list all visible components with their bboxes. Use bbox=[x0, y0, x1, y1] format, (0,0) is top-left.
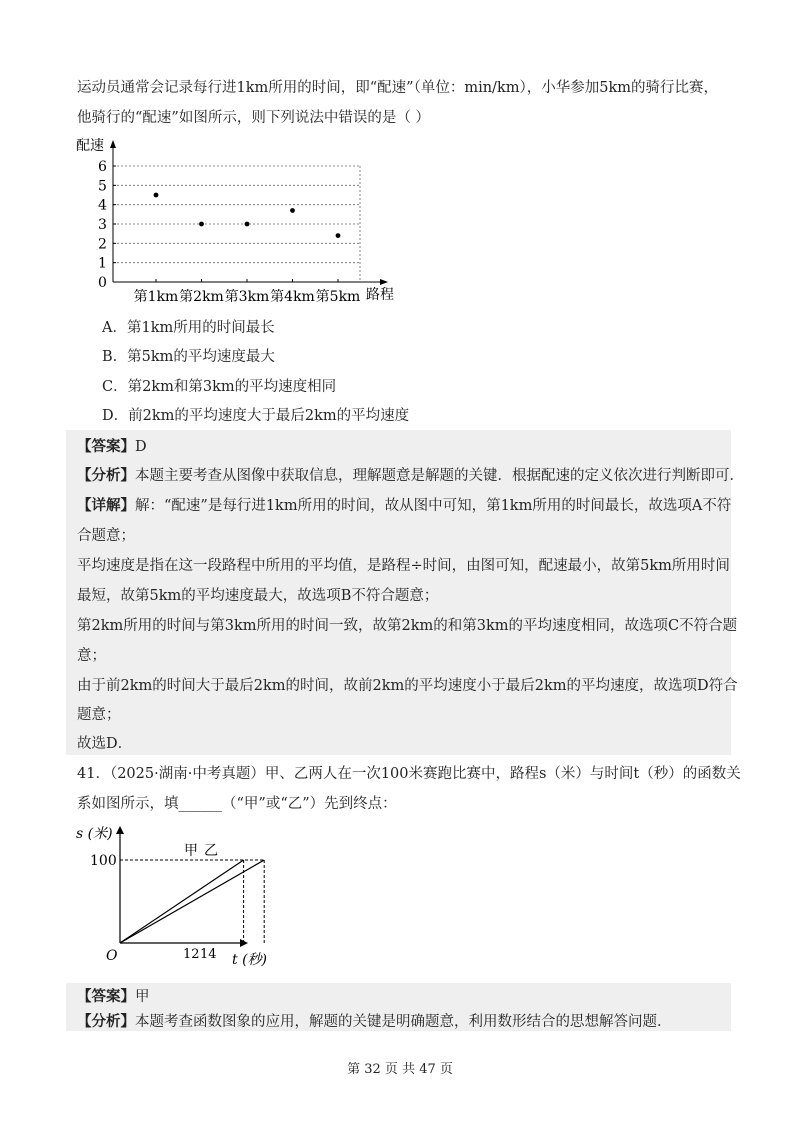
option-d: D．前2km的平均速度大于最后2km的平均速度 bbox=[102, 408, 410, 424]
answer-41 bbox=[77, 987, 150, 1007]
detail-40-line7: 由于前2km的时间大于最后2km的时间，故前2km的平均速度小于最后2km的平均速度，故选项D符合 bbox=[77, 678, 738, 694]
race-chart bbox=[70, 822, 290, 972]
pace-x-axis-label: 路程 bbox=[366, 287, 394, 303]
option-b: B．第5km的平均速度最大 bbox=[102, 349, 275, 365]
data-point bbox=[245, 222, 250, 227]
data-point bbox=[199, 222, 204, 227]
pace-chart bbox=[70, 136, 410, 306]
s-axis-arrow bbox=[116, 826, 124, 834]
x-tick-label: 第3km bbox=[224, 289, 270, 305]
data-point bbox=[336, 233, 341, 238]
y-tick-label: 0 bbox=[98, 275, 107, 291]
detail-40-line8: 题意； bbox=[77, 707, 121, 723]
race-y-axis-label: s (米) bbox=[76, 826, 113, 842]
y-tick-label: 5 bbox=[98, 178, 107, 195]
q40-stem-line2: 他骑行的“配速”如图所示，则下列说法中错误的是（ ） bbox=[77, 110, 430, 126]
pace-y-axis-label: 配速 bbox=[76, 138, 104, 154]
analysis-text: 本题考查函数图象的应用，解题的关键是明确题意，利用数形结合的思想解答问题． bbox=[135, 1014, 672, 1030]
detail-40-line2: 合题意； bbox=[77, 528, 135, 544]
data-point bbox=[290, 208, 295, 213]
pace-points bbox=[154, 193, 341, 238]
y-tick-label: 4 bbox=[98, 197, 107, 214]
analysis-41 bbox=[77, 1012, 672, 1032]
y-tick-label: 3 bbox=[98, 217, 107, 233]
detail-40-line9: 故选D． bbox=[77, 736, 133, 752]
pace-x-ticks bbox=[134, 279, 361, 305]
detail-40-line4: 最短，故第5km的平均速度最大，故选项B不符合题意； bbox=[77, 588, 439, 604]
race-y-tick-100: 100 bbox=[90, 853, 117, 869]
detail-40-line5: 第2km所用的时间与第3km所用的时间一致，故第2km的和第3km的平均速度相同，故选项C不符合题 bbox=[77, 618, 738, 634]
answer-tag: 【答案】 bbox=[77, 438, 135, 455]
pace-axes bbox=[110, 140, 388, 285]
race-origin-label: O bbox=[106, 948, 118, 964]
q41-stem-line2: 系如图所示，填______（“甲”或“乙”）先到终点： bbox=[77, 796, 397, 812]
answer-value: D bbox=[135, 439, 147, 455]
pace-grid bbox=[113, 166, 360, 282]
detail-40-line1 bbox=[77, 496, 731, 516]
analysis-text: 本题主要考查从图像中获取信息，理解题意是解题的关键．根据配速的定义依次进行判断即可． bbox=[135, 468, 744, 484]
option-a: A．第1km所用的时间最长 bbox=[102, 320, 275, 336]
answer-tag: 【答案】 bbox=[77, 988, 135, 1005]
answer-value: 甲 bbox=[135, 989, 150, 1005]
data-point bbox=[154, 193, 159, 198]
race-x-axis-label: t (秒) bbox=[232, 952, 267, 968]
analysis-tag: 【分析】 bbox=[77, 1013, 135, 1030]
detail-40-line6: 意； bbox=[77, 648, 106, 664]
page-footer: 第 32 页 共 47 页 bbox=[347, 1062, 453, 1077]
x-tick-label: 第1km bbox=[133, 289, 179, 305]
detail-40-line3: 平均速度是指在这一段路程中所用的平均值，是路程÷时间，由图可知，配速最小，故第5km所用时间 bbox=[77, 558, 730, 574]
answer-40 bbox=[77, 437, 147, 457]
race-x-tick-14: 14 bbox=[200, 947, 217, 962]
y-tick-label: 2 bbox=[98, 236, 107, 253]
detail-text: 解：“配速”是每行进1km所用的时间，故从图中可知，第1km所用的时间最长，故选项A不符 bbox=[135, 498, 732, 514]
series-label-yi: 乙 bbox=[204, 843, 218, 859]
x-tick-label: 第4km bbox=[270, 289, 315, 305]
race-x-tick-12: 12 bbox=[183, 947, 200, 962]
analysis-40 bbox=[77, 466, 744, 486]
analysis-tag: 【分析】 bbox=[77, 467, 135, 484]
y-axis-arrow bbox=[110, 140, 116, 148]
x-tick-label: 第2km bbox=[179, 289, 224, 305]
q40-stem-line1: 运动员通常会记录每行进1km所用的时间，即“配速”（单位：min/km），小华参加5km的骑行比赛， bbox=[77, 80, 718, 96]
y-tick-label: 1 bbox=[98, 255, 107, 272]
y-tick-label: 6 bbox=[98, 159, 107, 175]
series-line-1 bbox=[120, 860, 264, 943]
q41-stem-line1: 41．（2025·湖南·中考真题）甲、乙两人在一次100米赛跑比赛中，路程s（米）与时间t（秒）的函数关 bbox=[77, 766, 741, 782]
series-line-0 bbox=[120, 860, 244, 943]
x-axis-arrow bbox=[380, 279, 388, 285]
series-label-jia: 甲 bbox=[184, 843, 198, 859]
detail-tag: 【详解】 bbox=[77, 497, 135, 514]
option-c: C．第2km和第3km的平均速度相同 bbox=[102, 379, 337, 395]
x-tick-label: 第5km bbox=[315, 289, 361, 305]
